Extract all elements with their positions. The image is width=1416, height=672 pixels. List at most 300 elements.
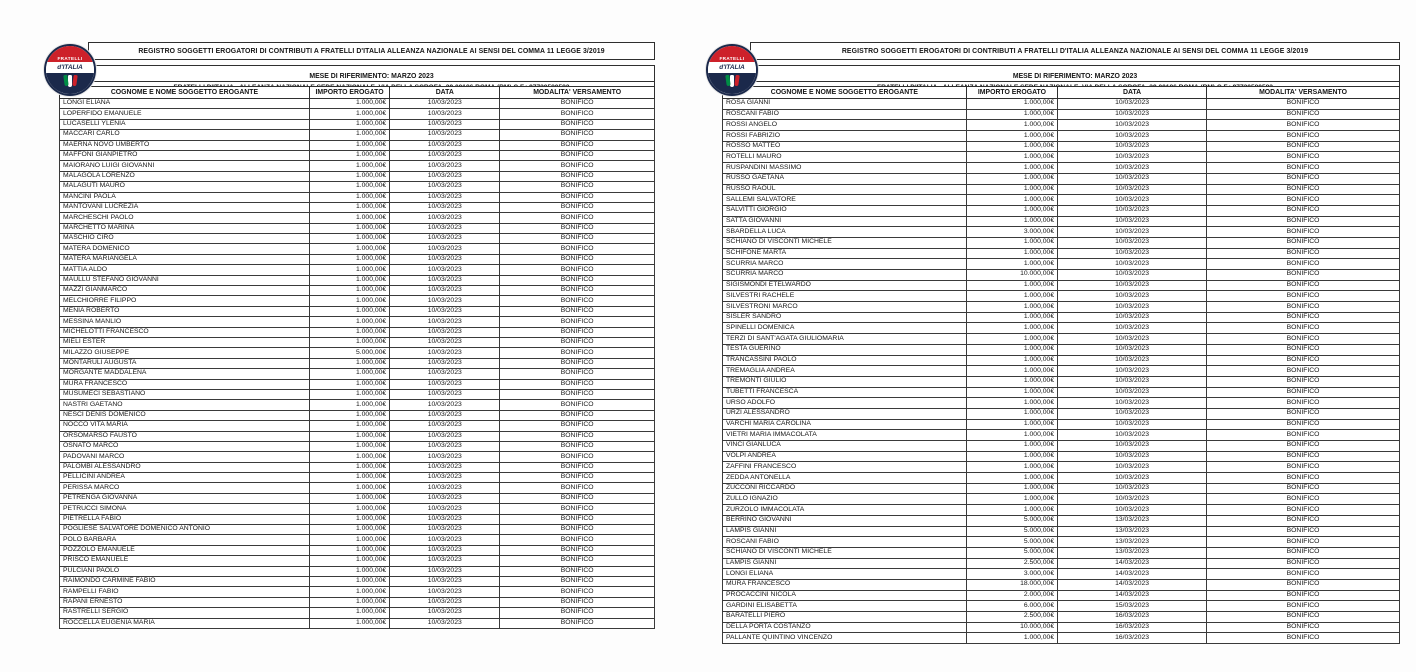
donation-date: 10/03/2023 — [390, 140, 500, 150]
donor-name: RASTRELLI SERGIO — [60, 608, 310, 618]
payment-method: BONIFICO — [1207, 302, 1400, 313]
donor-name: GARDINI ELISABETTA — [723, 601, 967, 612]
payment-method: BONIFICO — [1207, 622, 1400, 633]
donation-date: 15/03/2023 — [1058, 601, 1207, 612]
donation-date: 10/03/2023 — [1058, 451, 1207, 462]
donation-date: 10/03/2023 — [390, 535, 500, 545]
donor-name: SCHIANO DI VISCONTI MICHELE — [723, 547, 967, 558]
amount-donated: 1.000,00€ — [966, 259, 1057, 270]
table-row — [723, 579, 1400, 590]
donation-date: 10/03/2023 — [1058, 195, 1207, 206]
table-row — [723, 473, 1400, 484]
donation-date: 16/03/2023 — [1058, 622, 1207, 633]
payment-method: BONIFICO — [1207, 398, 1400, 409]
amount-donated: 1.000,00€ — [309, 109, 389, 119]
donor-name: PELLICINI ANDREA — [60, 473, 310, 483]
donation-date: 10/03/2023 — [390, 576, 500, 586]
amount-donated: 1.000,00€ — [966, 99, 1057, 110]
donation-date: 10/03/2023 — [1058, 141, 1207, 152]
reference-month: MESE DI RIFERIMENTO: MARZO 2023 — [750, 65, 1400, 81]
payment-method: BONIFICO — [500, 234, 655, 244]
table-row — [723, 109, 1400, 120]
table-row — [60, 99, 655, 109]
table-row — [60, 254, 655, 264]
donation-date: 10/03/2023 — [390, 296, 500, 306]
table-header-row — [723, 87, 1400, 99]
amount-donated: 1.000,00€ — [966, 291, 1057, 302]
payment-method: BONIFICO — [500, 369, 655, 379]
payment-method: BONIFICO — [1207, 323, 1400, 334]
payment-method: BONIFICO — [500, 556, 655, 566]
column-header-amount: IMPORTO EROGATO — [309, 87, 389, 99]
payment-method: BONIFICO — [1207, 515, 1400, 526]
donation-date: 10/03/2023 — [390, 483, 500, 493]
payment-method: BONIFICO — [500, 348, 655, 358]
table-row — [723, 633, 1400, 644]
donor-name: TERZI DI SANT'AGATA GIULIOMARIA — [723, 334, 967, 345]
donation-date: 10/03/2023 — [1058, 323, 1207, 334]
table-row — [60, 182, 655, 192]
donor-name: SILVESTRONI MARCO — [723, 302, 967, 313]
donation-date: 10/03/2023 — [390, 452, 500, 462]
amount-donated: 1.000,00€ — [966, 483, 1057, 494]
payment-method: BONIFICO — [500, 358, 655, 368]
table-row — [60, 535, 655, 545]
donor-name: VARCHI MARIA CAROLINA — [723, 419, 967, 430]
payment-method: BONIFICO — [1207, 152, 1400, 163]
payment-method: BONIFICO — [500, 182, 655, 192]
payment-method: BONIFICO — [1207, 376, 1400, 387]
table-row — [723, 163, 1400, 174]
donor-name: SALLEMI SALVATORE — [723, 195, 967, 206]
donor-name: ZAFFINI FRANCESCO — [723, 462, 967, 473]
table-row — [723, 302, 1400, 313]
donation-date: 10/03/2023 — [1058, 280, 1207, 291]
amount-donated: 2.000,00€ — [966, 590, 1057, 601]
amount-donated: 3.000,00€ — [966, 569, 1057, 580]
donor-name: MAIORANO LUIGI GIOVANNI — [60, 161, 310, 171]
donation-date: 10/03/2023 — [390, 119, 500, 129]
payment-method: BONIFICO — [500, 566, 655, 576]
payment-method: BONIFICO — [500, 421, 655, 431]
amount-donated: 1.000,00€ — [309, 576, 389, 586]
amount-donated: 1.000,00€ — [966, 237, 1057, 248]
amount-donated: 1.000,00€ — [309, 202, 389, 212]
amount-donated: 1.000,00€ — [966, 505, 1057, 516]
donor-name: MORGANTE MADDALENA — [60, 369, 310, 379]
payment-method: BONIFICO — [1207, 120, 1400, 131]
payment-method: BONIFICO — [1207, 205, 1400, 216]
donation-date: 10/03/2023 — [390, 389, 500, 399]
payment-method: BONIFICO — [1207, 441, 1400, 452]
donation-date: 14/03/2023 — [1058, 558, 1207, 569]
donation-date: 10/03/2023 — [390, 182, 500, 192]
payment-method: BONIFICO — [500, 483, 655, 493]
donation-date: 10/03/2023 — [1058, 131, 1207, 142]
amount-donated: 1.000,00€ — [309, 452, 389, 462]
donors-table — [722, 86, 1400, 644]
donor-name: URSO ADOLFO — [723, 398, 967, 409]
payment-method: BONIFICO — [1207, 216, 1400, 227]
donor-name: LAMPIS GIANNI — [723, 526, 967, 537]
donation-date: 10/03/2023 — [390, 202, 500, 212]
donation-date: 10/03/2023 — [1058, 259, 1207, 270]
payment-method: BONIFICO — [500, 254, 655, 264]
donation-date: 10/03/2023 — [390, 223, 500, 233]
donation-date: 10/03/2023 — [1058, 398, 1207, 409]
donor-name: BARATELLI PIERO — [723, 612, 967, 623]
donor-name: OSNATO MARCO — [60, 441, 310, 451]
table-row — [723, 590, 1400, 601]
donor-name: VIETRI MARIA IMMACOLATA — [723, 430, 967, 441]
payment-method: BONIFICO — [500, 161, 655, 171]
donation-date: 16/03/2023 — [1058, 633, 1207, 644]
donor-name: MALAGOLA LORENZO — [60, 171, 310, 181]
table-row — [723, 120, 1400, 131]
table-row — [60, 348, 655, 358]
amount-donated: 5.000,00€ — [309, 348, 389, 358]
payment-method: BONIFICO — [500, 265, 655, 275]
payment-method: BONIFICO — [500, 327, 655, 337]
donation-date: 10/03/2023 — [390, 369, 500, 379]
column-header-date: DATA — [390, 87, 500, 99]
table-row — [60, 286, 655, 296]
table-row — [60, 566, 655, 576]
table-row — [723, 430, 1400, 441]
table-row — [60, 556, 655, 566]
amount-donated: 5.000,00€ — [966, 537, 1057, 548]
table-row — [723, 483, 1400, 494]
payment-method: BONIFICO — [1207, 569, 1400, 580]
table-row — [723, 312, 1400, 323]
amount-donated: 1.000,00€ — [309, 265, 389, 275]
payment-method: BONIFICO — [500, 379, 655, 389]
donor-name: URZI ALESSANDRO — [723, 408, 967, 419]
amount-donated: 1.000,00€ — [309, 244, 389, 254]
table-row — [723, 622, 1400, 633]
donation-date: 10/03/2023 — [1058, 184, 1207, 195]
donor-name: ROSCANI FABIO — [723, 109, 967, 120]
table-row — [723, 280, 1400, 291]
amount-donated: 1.000,00€ — [309, 234, 389, 244]
donor-name: POGLIESE SALVATORE DOMENICO ANTONIO — [60, 525, 310, 535]
payment-method: BONIFICO — [500, 410, 655, 420]
table-row — [723, 451, 1400, 462]
table-row — [723, 131, 1400, 142]
donation-date: 10/03/2023 — [1058, 312, 1207, 323]
payment-method: BONIFICO — [1207, 590, 1400, 601]
amount-donated: 1.000,00€ — [309, 421, 389, 431]
amount-donated: 1.000,00€ — [309, 317, 389, 327]
donor-name: TRANCASSINI PAOLO — [723, 355, 967, 366]
table-row — [723, 526, 1400, 537]
donor-name: LUCASELLI YLENIA — [60, 119, 310, 129]
payment-method: BONIFICO — [500, 306, 655, 316]
donation-date: 14/03/2023 — [1058, 569, 1207, 580]
payment-method: BONIFICO — [500, 514, 655, 524]
donor-name: PULCIANI PAOLO — [60, 566, 310, 576]
payment-method: BONIFICO — [500, 431, 655, 441]
table-row — [723, 387, 1400, 398]
amount-donated: 1.000,00€ — [309, 192, 389, 202]
donor-name: SPINELLI DOMENICA — [723, 323, 967, 334]
payment-method: BONIFICO — [500, 202, 655, 212]
table-row — [60, 161, 655, 171]
donor-name: PRISCO EMANUELE — [60, 556, 310, 566]
amount-donated: 1.000,00€ — [309, 358, 389, 368]
amount-donated: 1.000,00€ — [966, 441, 1057, 452]
amount-donated: 1.000,00€ — [309, 587, 389, 597]
donor-name: ROSA GIANNI — [723, 99, 967, 110]
table-row — [60, 327, 655, 337]
register-page-2 — [700, 0, 1416, 672]
table-row — [723, 537, 1400, 548]
donation-date: 10/03/2023 — [390, 244, 500, 254]
donation-date: 10/03/2023 — [1058, 120, 1207, 131]
donor-name: MIELI ESTER — [60, 337, 310, 347]
donation-date: 10/03/2023 — [1058, 163, 1207, 174]
table-row — [723, 227, 1400, 238]
donor-name: MALAGUTI MAURO — [60, 182, 310, 192]
amount-donated: 1.000,00€ — [309, 161, 389, 171]
amount-donated: 1.000,00€ — [966, 366, 1057, 377]
donor-name: MILAZZO GIUSEPPE — [60, 348, 310, 358]
donor-name: ZEDDA ANTONELLA — [723, 473, 967, 484]
amount-donated: 1.000,00€ — [309, 618, 389, 628]
table-row — [723, 558, 1400, 569]
donor-name: MANTOVANI LUCREZIA — [60, 202, 310, 212]
payment-method: BONIFICO — [500, 452, 655, 462]
donor-name: MANCINI PAOLA — [60, 192, 310, 202]
donation-date: 10/03/2023 — [390, 109, 500, 119]
donor-name: TESTA GUERINO — [723, 344, 967, 355]
donor-name: SCURRIA MARCO — [723, 259, 967, 270]
table-row — [723, 323, 1400, 334]
table-row — [723, 270, 1400, 281]
donation-date: 10/03/2023 — [390, 317, 500, 327]
table-row — [723, 248, 1400, 259]
payment-method: BONIFICO — [1207, 259, 1400, 270]
payment-method: BONIFICO — [500, 296, 655, 306]
amount-donated: 1.000,00€ — [309, 556, 389, 566]
donation-date: 10/03/2023 — [1058, 334, 1207, 345]
payment-method: BONIFICO — [1207, 248, 1400, 259]
donation-date: 10/03/2023 — [1058, 216, 1207, 227]
table-row — [60, 213, 655, 223]
amount-donated: 1.000,00€ — [966, 163, 1057, 174]
logo-party-name-mid: d'ITALIA — [46, 62, 94, 73]
payment-method: BONIFICO — [1207, 483, 1400, 494]
amount-donated: 1.000,00€ — [966, 494, 1057, 505]
table-row — [60, 421, 655, 431]
donation-date: 10/03/2023 — [390, 161, 500, 171]
donation-date: 10/03/2023 — [1058, 441, 1207, 452]
donor-name: RAIMONDO CARMINE FABIO — [60, 576, 310, 586]
table-row — [60, 452, 655, 462]
payment-method: BONIFICO — [1207, 227, 1400, 238]
table-row — [60, 608, 655, 618]
donors-table — [59, 86, 655, 629]
donation-date: 13/03/2023 — [1058, 547, 1207, 558]
payment-method: BONIFICO — [500, 597, 655, 607]
donation-date: 10/03/2023 — [390, 441, 500, 451]
payment-method: BONIFICO — [1207, 195, 1400, 206]
amount-donated: 1.000,00€ — [966, 173, 1057, 184]
payment-method: BONIFICO — [500, 150, 655, 160]
table-header-row — [60, 87, 655, 99]
donation-date: 10/03/2023 — [390, 306, 500, 316]
table-row — [60, 150, 655, 160]
amount-donated: 1.000,00€ — [309, 327, 389, 337]
table-row — [60, 140, 655, 150]
table-row — [60, 202, 655, 212]
donor-name: MAZZI GIANMARCO — [60, 286, 310, 296]
payment-method: BONIFICO — [1207, 163, 1400, 174]
donation-date: 10/03/2023 — [1058, 237, 1207, 248]
amount-donated: 1.000,00€ — [966, 120, 1057, 131]
amount-donated: 1.000,00€ — [309, 493, 389, 503]
donor-name: PALLANTE QUINTINO VINCENZO — [723, 633, 967, 644]
amount-donated: 1.000,00€ — [309, 400, 389, 410]
donation-date: 10/03/2023 — [390, 379, 500, 389]
table-row — [60, 462, 655, 472]
amount-donated: 1.000,00€ — [309, 182, 389, 192]
table-row — [60, 473, 655, 483]
payment-method: BONIFICO — [500, 171, 655, 181]
donation-date: 10/03/2023 — [390, 618, 500, 628]
payment-method: BONIFICO — [500, 545, 655, 555]
payment-method: BONIFICO — [1207, 462, 1400, 473]
table-row — [60, 171, 655, 181]
donation-date: 10/03/2023 — [1058, 227, 1207, 238]
table-row — [60, 244, 655, 254]
donor-name: LONGI ELIANA — [60, 99, 310, 109]
payment-method: BONIFICO — [500, 389, 655, 399]
amount-donated: 3.000,00€ — [966, 227, 1057, 238]
amount-donated: 1.000,00€ — [309, 254, 389, 264]
amount-donated: 1.000,00€ — [309, 608, 389, 618]
donor-name: ZULLO IGNAZIO — [723, 494, 967, 505]
table-row — [723, 612, 1400, 623]
amount-donated: 1.000,00€ — [309, 275, 389, 285]
donation-date: 14/03/2023 — [1058, 590, 1207, 601]
table-row — [60, 431, 655, 441]
donor-name: MARCHETTO MARINA — [60, 223, 310, 233]
donation-date: 10/03/2023 — [390, 327, 500, 337]
payment-method: BONIFICO — [1207, 312, 1400, 323]
payment-method: BONIFICO — [1207, 280, 1400, 291]
table-row — [723, 237, 1400, 248]
amount-donated: 10.000,00€ — [966, 270, 1057, 281]
donor-name: VOLPI ANDREA — [723, 451, 967, 462]
payment-method: BONIFICO — [1207, 547, 1400, 558]
donor-name: ROSSI FABRIZIO — [723, 131, 967, 142]
amount-donated: 1.000,00€ — [966, 408, 1057, 419]
donor-name: MATERA DOMENICO — [60, 244, 310, 254]
payment-method: BONIFICO — [500, 130, 655, 140]
payment-method: BONIFICO — [500, 504, 655, 514]
donor-name: PADOVANI MARCO — [60, 452, 310, 462]
table-row — [60, 317, 655, 327]
payment-method: BONIFICO — [500, 99, 655, 109]
table-row — [723, 216, 1400, 227]
table-row — [723, 355, 1400, 366]
amount-donated: 18.000,00€ — [966, 579, 1057, 590]
donor-name: ROTELLI MAURO — [723, 152, 967, 163]
amount-donated: 1.000,00€ — [966, 355, 1057, 366]
amount-donated: 1.000,00€ — [309, 99, 389, 109]
column-header-donor: COGNOME E NOME SOGGETTO EROGANTE — [60, 87, 310, 99]
table-row — [723, 462, 1400, 473]
donation-date: 10/03/2023 — [1058, 109, 1207, 120]
donor-name: ORSOMARSO FAUSTO — [60, 431, 310, 441]
donation-date: 10/03/2023 — [390, 597, 500, 607]
table-row — [60, 483, 655, 493]
amount-donated: 1.000,00€ — [966, 334, 1057, 345]
donation-date: 10/03/2023 — [390, 358, 500, 368]
donor-name: MICHELOTTI FRANCESCO — [60, 327, 310, 337]
table-row — [60, 545, 655, 555]
payment-method: BONIFICO — [500, 317, 655, 327]
payment-method: BONIFICO — [500, 535, 655, 545]
donor-name: MASCHIO CIRO — [60, 234, 310, 244]
table-row — [723, 173, 1400, 184]
fratelli-ditalia-logo-icon — [44, 44, 96, 96]
amount-donated: 1.000,00€ — [966, 152, 1057, 163]
register-title: REGISTRO SOGGETTI EROGATORI DI CONTRIBUTI A FRATELLI D'ITALIA ALLEANZA NAZIONALE AI SENSI DEL COMMA 11 LEGGE 3/2019 — [750, 42, 1400, 60]
donor-name: PIETRELLA FABIO — [60, 514, 310, 524]
reference-month: MESE DI RIFERIMENTO: MARZO 2023 — [88, 65, 655, 81]
table-row — [60, 119, 655, 129]
payment-method: BONIFICO — [1207, 633, 1400, 644]
donor-name: NESCI DENIS DOMENICO — [60, 410, 310, 420]
table-row — [60, 337, 655, 347]
payment-method: BONIFICO — [1207, 601, 1400, 612]
donor-name: SBARDELLA LUCA — [723, 227, 967, 238]
donor-name: PERISSA MARCO — [60, 483, 310, 493]
amount-donated: 1.000,00€ — [309, 410, 389, 420]
donor-name: MAULLU STEFANO GIOVANNI — [60, 275, 310, 285]
amount-donated: 5.000,00€ — [966, 526, 1057, 537]
table-row — [60, 265, 655, 275]
payment-method: BONIFICO — [1207, 141, 1400, 152]
donor-name: ROSSI ANGELO — [723, 120, 967, 131]
donor-name: MESSINA MANLIO — [60, 317, 310, 327]
table-row — [723, 505, 1400, 516]
amount-donated: 1.000,00€ — [966, 419, 1057, 430]
payment-method: BONIFICO — [500, 608, 655, 618]
payment-method: BONIFICO — [500, 213, 655, 223]
table-row — [723, 366, 1400, 377]
amount-donated: 1.000,00€ — [966, 451, 1057, 462]
payment-method: BONIFICO — [500, 286, 655, 296]
table-row — [60, 389, 655, 399]
amount-donated: 1.000,00€ — [309, 130, 389, 140]
fratelli-ditalia-logo-icon — [706, 44, 758, 96]
table-row — [60, 441, 655, 451]
donor-name: VINCI GIANLUCA — [723, 441, 967, 452]
payment-method: BONIFICO — [500, 109, 655, 119]
donation-date: 10/03/2023 — [390, 431, 500, 441]
table-row — [60, 504, 655, 514]
donor-name: MURA FRANCESCO — [60, 379, 310, 389]
table-row — [723, 515, 1400, 526]
donor-name: ZURZOLO IMMACOLATA — [723, 505, 967, 516]
payment-method: BONIFICO — [1207, 451, 1400, 462]
table-row — [60, 525, 655, 535]
donor-name: SCHIANO DI VISCONTI MICHELE — [723, 237, 967, 248]
table-row — [723, 408, 1400, 419]
